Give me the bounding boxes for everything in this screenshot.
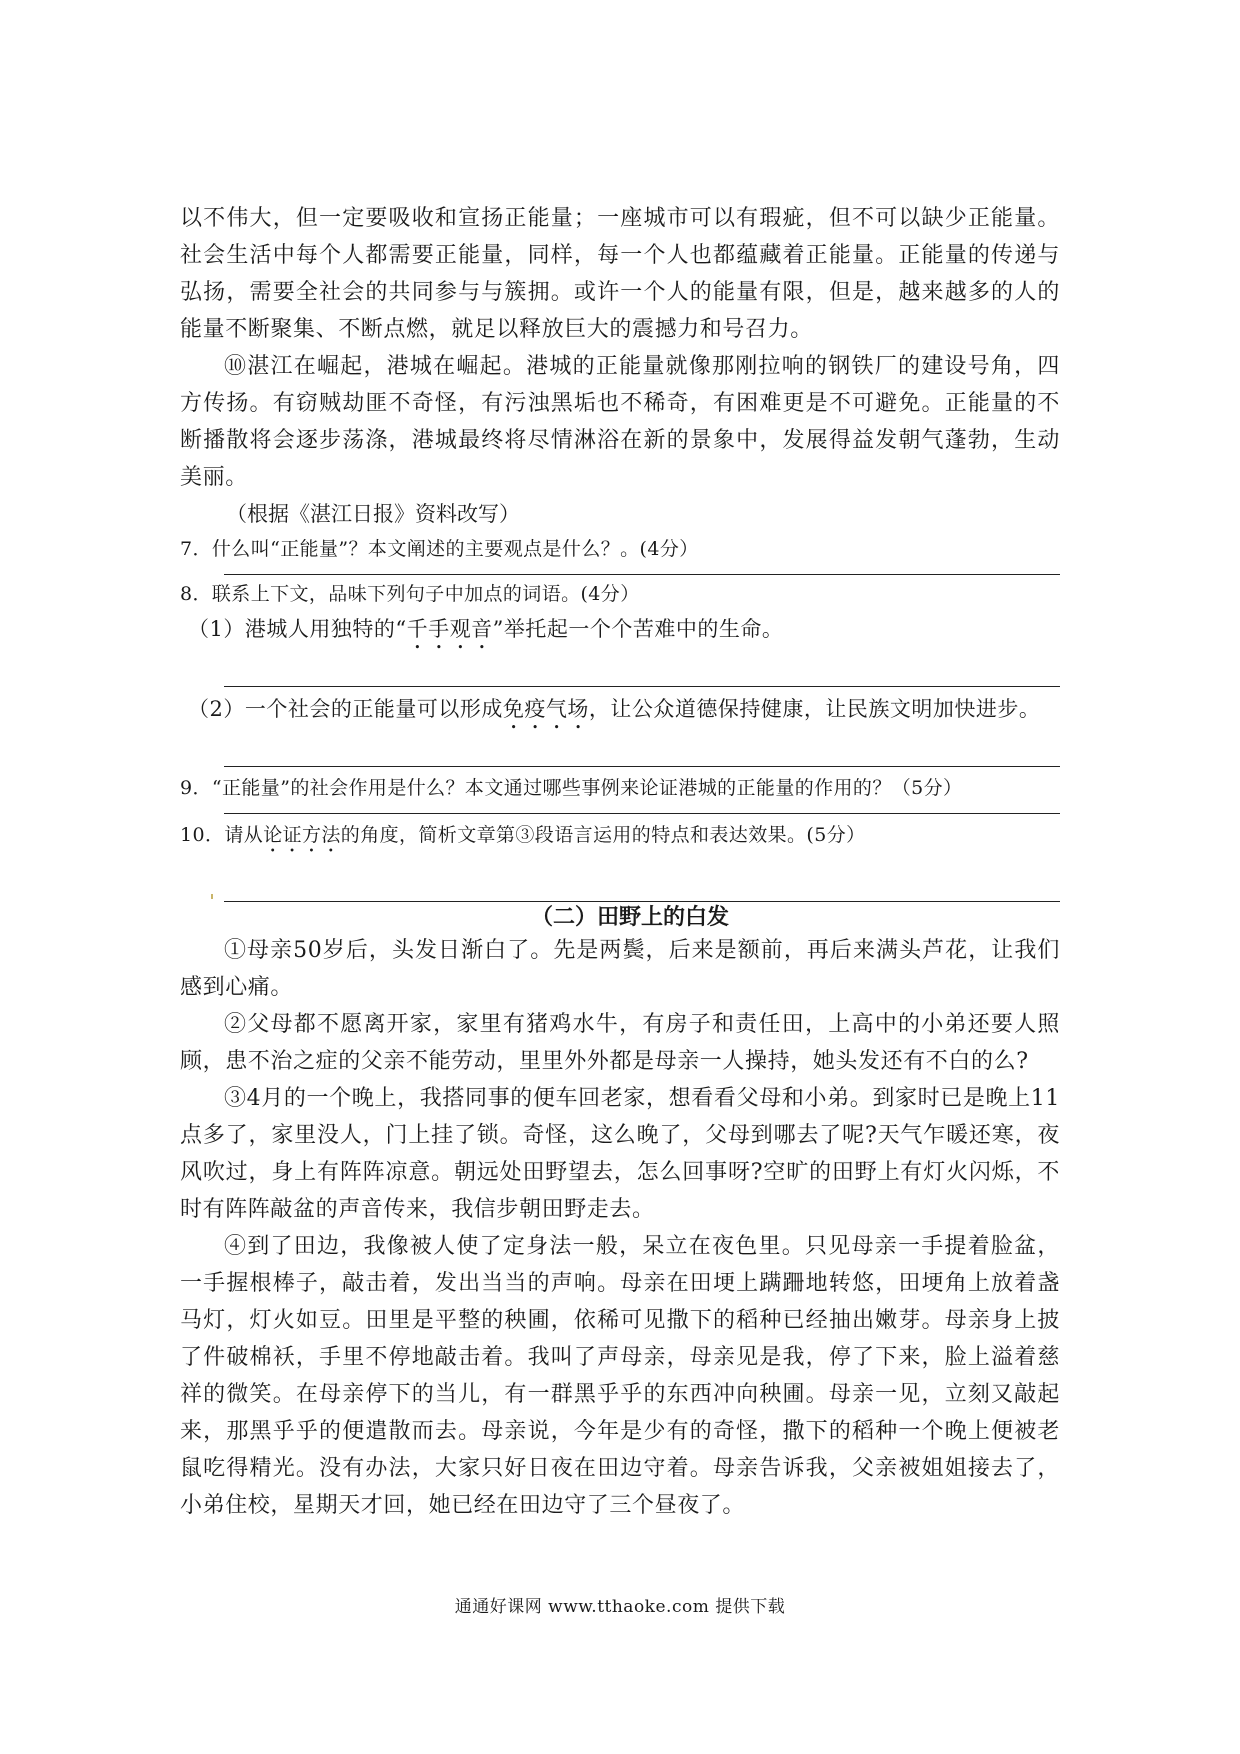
question-10-dotted: 论证方法 bbox=[263, 824, 341, 846]
passage1-source-note: （根据《湛江日报》资料改写） bbox=[226, 502, 520, 526]
passage2-paragraph-2: ②父母都不愿离开家，家里有猪鸡水牛，有房子和责任田，上高中的小弟还要人照顾，患不治之症的父亲不能劳动，里里外外都是母亲一人操持，她头发还有不白的么? bbox=[180, 1012, 1060, 1074]
question-8-item-1 bbox=[188, 611, 1060, 654]
passage2-paragraph-3: ③4月的一个晚上，我搭同事的便车回老家，想看看父母和小弟。到家时已是晚上11点多了，家里没人，门上挂了锁。奇怪，这么晚了，父母到哪去了呢?天气乍暖还寒，夜风吹过，身上有阵阵凉意。朝远处田野望去，怎么回事呀?空旷的田野上有灯火闪烁，不时有阵阵敲盆的声音传来，我信步朝田野走去。 bbox=[180, 1086, 1060, 1222]
passage2-paragraph-4: ④到了田边，我像被人使了定身法一般，呆立在夜色里。只见母亲一手提着脸盆，一手握根棒子，敲击着，发出当当的声响。母亲在田埂上蹒跚地转悠，田埂角上放着盏马灯，灯火如豆。田里是平整的秧圃，依稀可见撒下的稻种已经抽出嫩芽。母亲身上披了件破棉袄，手里不停地敲击着。我叫了声母亲，母亲见是我，停了下来，脸上溢着慈祥的微笑。在母亲停下的当儿，有一群黑乎乎的东西冲向秧圃。母亲一见，立刻又敲起来，那黑乎乎的便遣散而去。母亲说，今年是少有的奇怪，撒下的稻种一个晚上便被老鼠吃得精光。没有办法，大家只好日夜在田边守着。母亲告诉我，父亲被姐姐接去了，小弟住校，星期天才回，她已经在田边守了三个昼夜了。 bbox=[180, 1234, 1060, 1518]
question-10-pre: 10．请从 bbox=[180, 824, 264, 846]
question-8-item-1-pre: （1）港城人用独特的 bbox=[188, 617, 396, 641]
passage1-paragraph-10: ⑩湛江在崛起，港城在崛起。港城的正能量就像那刚拉响的钢铁厂的建设号角，四方传扬。有窃贼劫匪不奇怪，有污浊黑垢也不稀奇，有困难更是不可避免。正能量的不断播散将会逐步荡涤，港城最终将尽情淋浴在新的景象中，发展得益发朝气蓬勃，生动美丽。 bbox=[180, 354, 1060, 490]
question-8-item-1-post: 举托起一个个苦难中的生命。 bbox=[503, 617, 784, 641]
exam-page bbox=[180, 200, 1060, 1524]
question-9: 9．“正能量”的社会作用是什么？本文通过哪些事例来论证港城的正能量的作用的？（5分） bbox=[180, 777, 963, 799]
question-8: 8．联系上下文，品味下列句子中加点的词语。(4分） bbox=[180, 583, 640, 605]
question-8-item-2 bbox=[188, 691, 1060, 734]
question-10 bbox=[180, 818, 1060, 857]
answer-line-q8-2[interactable] bbox=[224, 734, 1060, 767]
question-8-item-2-post: ，让公众道德保持健康，让民族文明加快进步。 bbox=[588, 697, 1041, 721]
passage2-title: （二）田野上的白发 bbox=[530, 904, 729, 930]
answer-line-q7[interactable] bbox=[224, 566, 1060, 575]
scan-mark bbox=[211, 894, 213, 899]
footer-credit: 通通好课网 www.tthaoke.com 提供下载 bbox=[454, 1597, 786, 1617]
passage1-paragraph-continued: 以不伟大，但一定要吸收和宣扬正能量；一座城市可以有瑕疵，但不可以缺少正能量。社会生活中每个人都需要正能量，同样，每一个人也都蕴藏着正能量。正能量的传递与弘扬，需要全社会的共同参与与簇拥。或许一个人的能量有限，但是，越来越多的人的能量不断聚集、不断点燃，就足以释放巨大的震撼力和号召力。 bbox=[180, 206, 1060, 342]
question-7: 7．什么叫“正能量”？本文阐述的主要观点是什么？。(4分） bbox=[180, 538, 699, 560]
passage2-paragraph-1: ①母亲50岁后，头发日渐白了。先是两鬓，后来是额前，再后来满头芦花，让我们感到心痛。 bbox=[180, 938, 1060, 1000]
answer-line-q9[interactable] bbox=[224, 805, 1060, 814]
question-10-post: 的角度，简析文章第③段语言运用的特点和表达效果。(5分） bbox=[340, 824, 866, 846]
answer-line-q10[interactable] bbox=[224, 857, 1060, 902]
question-8-item-1-dotted: “千手观音” bbox=[395, 617, 504, 641]
answer-line-q8-1[interactable] bbox=[224, 654, 1060, 687]
question-8-item-2-dotted: 免疫气场 bbox=[502, 697, 589, 721]
question-8-item-2-pre: （2）一个社会的正能量可以形成 bbox=[188, 697, 503, 721]
